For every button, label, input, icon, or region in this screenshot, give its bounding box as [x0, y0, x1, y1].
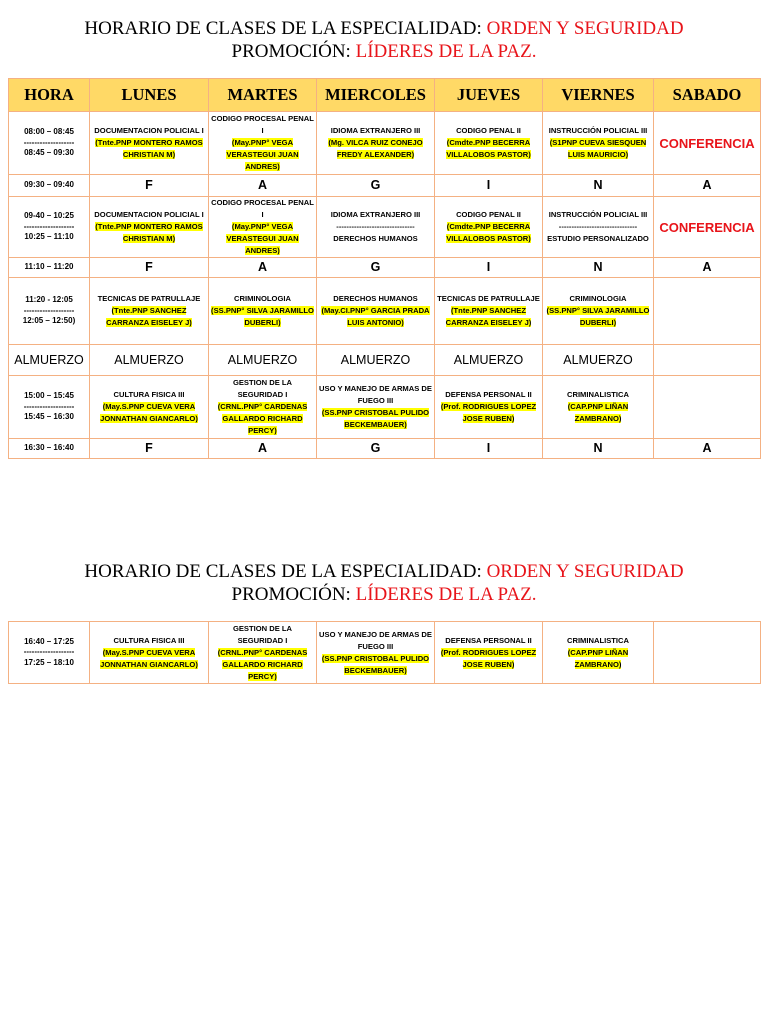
lunch-cell: ALMUERZO — [209, 345, 317, 376]
empty-cell — [654, 278, 761, 345]
class-cell: CODIGO PENAL II (Cmdte.PNP BECERRA VILLALOBOS PASTOR) — [435, 197, 543, 258]
teacher-name: (CAP.PNP LIÑAN ZAMBRANO) — [567, 647, 629, 669]
time-cell: 16:30 – 16:40 — [9, 439, 90, 459]
promotion-name: LÍDERES DE LA PAZ. — [355, 41, 537, 62]
lunch-cell: ALMUERZO — [90, 345, 209, 376]
break-letter: I — [435, 439, 543, 459]
specialty-name: ORDEN Y SEGURIDAD — [486, 18, 684, 39]
class-cell: USO Y MANEJO DE ARMAS DE FUEGO III (SS.PNP CRISTOBAL PULIDO BECKEMBAUER) — [317, 376, 435, 439]
col-sabado: SABADO — [654, 79, 761, 112]
time-cell: 16:40 – 17:25 ------------------- 17:25 – 18:10 — [9, 622, 90, 684]
break-letter: G — [317, 439, 435, 459]
title-line-2: PROMOCIÓN: LÍDERES DE LA PAZ. — [231, 584, 537, 605]
teacher-name: (Tnte.PNP SANCHEZ CARRANZA EISELEY J) — [445, 306, 532, 327]
break-letter: G — [317, 258, 435, 278]
class-cell: INSTRUCCIÓN POLICIAL III (S1PNP CUEVA SIESQUEN LUIS MAURICIO) — [543, 112, 654, 175]
col-lunes: LUNES — [90, 79, 209, 112]
class-cell: CODIGO PENAL II (Cmdte.PNP BECERRA VILLALOBOS PASTOR) — [435, 112, 543, 175]
col-viernes: VIERNES — [543, 79, 654, 112]
teacher-name: (Mg. VILCA RUIZ CONEJO FREDY ALEXANDER) — [328, 138, 423, 159]
time-cell: 11:10 – 11:20 — [9, 258, 90, 278]
teacher-name: (Tnte.PNP MONTERO RAMOS CHRISTIAN M) — [95, 222, 203, 243]
break-letter: A — [209, 439, 317, 459]
break-letter: A — [654, 175, 761, 197]
empty-cell — [654, 622, 761, 684]
title-line-1: HORARIO DE CLASES DE LA ESPECIALIDAD: ORDEN Y SEGURIDAD — [84, 561, 684, 582]
break-letter: I — [435, 175, 543, 197]
class-cell: IDIOMA EXTRANJERO III (Mg. VILCA RUIZ CONEJO FREDY ALEXANDER) — [317, 112, 435, 175]
conference-cell: CONFERENCIA — [654, 197, 761, 258]
class-cell: GESTION DE LA SEGURIDAD I (CRNL.PNP° CARDENAS GALLARDO RICHARD PERCY) — [209, 376, 317, 439]
schedule-table-2 — [8, 621, 761, 684]
teacher-name: (May.PNP° VEGA VERASTEGUI JUAN ANDRES) — [226, 138, 299, 171]
table-row — [9, 112, 761, 175]
class-cell: TECNICAS DE PATRULLAJE (Tnte.PNP SANCHEZ CARRANZA EISELEY J) — [435, 278, 543, 345]
teacher-name: (May.PNP° VEGA VERASTEGUI JUAN ANDRES) — [226, 222, 299, 255]
break-letter: A — [654, 258, 761, 278]
time-cell: 08:00 – 08:45 ------------------- 08:45 – 09:30 — [9, 112, 90, 175]
lunch-cell: ALMUERZO — [317, 345, 435, 376]
conference-cell: CONFERENCIA — [654, 112, 761, 175]
break-letter: F — [90, 439, 209, 459]
class-cell: CULTURA FISICA III (May.S.PNP CUEVA VERA JONNATHAN GIANCARLO) — [90, 376, 209, 439]
teacher-name: (Tnte.PNP MONTERO RAMOS CHRISTIAN M) — [95, 138, 203, 159]
class-cell: CULTURA FISICA III (May.S.PNP CUEVA VERA JONNATHAN GIANCARLO) — [90, 622, 209, 684]
class-cell: INSTRUCCIÓN POLICIAL III ------------------------------- ESTUDIO PERSONALIZADO — [543, 197, 654, 258]
break-letter: G — [317, 175, 435, 197]
col-jueves: JUEVES — [435, 79, 543, 112]
schedule-title-1 — [0, 17, 768, 63]
break-letter: N — [543, 175, 654, 197]
title-line-1: HORARIO DE CLASES DE LA ESPECIALIDAD: ORDEN Y SEGURIDAD — [84, 18, 684, 39]
teacher-name: (CRNL.PNP° CARDENAS GALLARDO RICHARD PERCY) — [217, 402, 308, 435]
teacher-name: (SS.PNP CRISTOBAL PULIDO BECKEMBAUER) — [321, 653, 430, 675]
class-cell: IDIOMA EXTRANJERO III ------------------------------- DERECHOS HUMANOS — [317, 197, 435, 258]
table-row — [9, 376, 761, 439]
teacher-name: (May.S.PNP CUEVA VERA JONNATHAN GIANCARLO) — [100, 402, 198, 423]
teacher-name: (Prof. RODRIGUES LOPEZ JOSE RUBEN) — [440, 647, 537, 669]
teacher-name: (CAP.PNP LIÑAN ZAMBRANO) — [567, 402, 629, 423]
time-cell: 09:30 – 09:40 — [9, 175, 90, 197]
teacher-name: (SS.PNP CRISTOBAL PULIDO BECKEMBAUER) — [321, 408, 430, 429]
teacher-name: (SS.PNP° SILVA JARAMILLO DUBERLI) — [546, 306, 650, 327]
teacher-name: (CRNL.PNP° CARDENAS GALLARDO RICHARD PERCY) — [217, 647, 308, 681]
class-cell: CRIMINOLOGIA (SS.PNP° SILVA JARAMILLO DUBERLI) — [209, 278, 317, 345]
teacher-name: (Cmdte.PNP BECERRA VILLALOBOS PASTOR) — [446, 222, 531, 243]
class-cell: TECNICAS DE PATRULLAJE (Tnte.PNP SANCHEZ CARRANZA EISELEY J) — [90, 278, 209, 345]
header-row — [9, 79, 761, 112]
lunch-cell: ALMUERZO — [9, 345, 90, 376]
class-cell: GESTION DE LA SEGURIDAD I (CRNL.PNP° CARDENAS GALLARDO RICHARD PERCY) — [209, 622, 317, 684]
break-letter: F — [90, 258, 209, 278]
table-row — [9, 258, 761, 278]
lunch-cell: ALMUERZO — [435, 345, 543, 376]
break-letter: A — [209, 258, 317, 278]
teacher-name: (May.S.PNP CUEVA VERA JONNATHAN GIANCARLO) — [100, 647, 198, 669]
schedule-title-2 — [0, 560, 768, 606]
break-letter: N — [543, 439, 654, 459]
col-miercoles: MIERCOLES — [317, 79, 435, 112]
class-cell: CRIMINOLOGIA (SS.PNP° SILVA JARAMILLO DUBERLI) — [543, 278, 654, 345]
break-letter: F — [90, 175, 209, 197]
class-cell: CODIGO PROCESAL PENAL I (May.PNP° VEGA VERASTEGUI JUAN ANDRES) — [209, 197, 317, 258]
promotion-name: LÍDERES DE LA PAZ. — [355, 584, 537, 605]
table-row — [9, 439, 761, 459]
teacher-name: (Cmdte.PNP BECERRA VILLALOBOS PASTOR) — [446, 138, 531, 159]
lunch-cell: ALMUERZO — [543, 345, 654, 376]
class-cell: CRIMINALISTICA (CAP.PNP LIÑAN ZAMBRANO) — [543, 622, 654, 684]
time-cell: 09-40 – 10:25 ------------------- 10:25 – 11:10 — [9, 197, 90, 258]
table-row — [9, 278, 761, 345]
title-line-2: PROMOCIÓN: LÍDERES DE LA PAZ. — [231, 41, 537, 62]
break-letter: N — [543, 258, 654, 278]
schedule-table-1 — [8, 78, 761, 459]
time-cell: 11:20 - 12:05 ------------------- 12:05 – 12:50) — [9, 278, 90, 345]
table-row — [9, 622, 761, 684]
teacher-name: (May.CI.PNP° GARCIA PRADA LUIS ANTONIO) — [321, 306, 430, 327]
teacher-name: (Tnte.PNP SANCHEZ CARRANZA EISELEY J) — [106, 306, 192, 327]
teacher-name: (S1PNP CUEVA SIESQUEN LUIS MAURICIO) — [549, 138, 647, 159]
class-cell: CODIGO PROCESAL PENAL I (May.PNP° VEGA VERASTEGUI JUAN ANDRES) — [209, 112, 317, 175]
break-letter: A — [209, 175, 317, 197]
empty-cell — [654, 345, 761, 376]
lunch-row — [9, 345, 761, 376]
class-cell: DERECHOS HUMANOS (May.CI.PNP° GARCIA PRADA LUIS ANTONIO) — [317, 278, 435, 345]
break-letter: I — [435, 258, 543, 278]
col-martes: MARTES — [209, 79, 317, 112]
teacher-name: (Prof. RODRIGUES LOPEZ JOSE RUBEN) — [440, 402, 537, 423]
col-hora: HORA — [9, 79, 90, 112]
time-cell: 15:00 – 15:45 ------------------- 15:45 – 16:30 — [9, 376, 90, 439]
specialty-name: ORDEN Y SEGURIDAD — [486, 561, 684, 582]
class-cell: DEFENSA PERSONAL II (Prof. RODRIGUES LOPEZ JOSE RUBEN) — [435, 376, 543, 439]
table-row — [9, 175, 761, 197]
class-cell: USO Y MANEJO DE ARMAS DE FUEGO III (SS.PNP CRISTOBAL PULIDO BECKEMBAUER) — [317, 622, 435, 684]
class-cell: CRIMINALISTICA (CAP.PNP LIÑAN ZAMBRANO) — [543, 376, 654, 439]
class-cell: DOCUMENTACION POLICIAL I (Tnte.PNP MONTERO RAMOS CHRISTIAN M) — [90, 197, 209, 258]
class-cell: DOCUMENTACION POLICIAL I (Tnte.PNP MONTERO RAMOS CHRISTIAN M) — [90, 112, 209, 175]
class-cell: DEFENSA PERSONAL II (Prof. RODRIGUES LOPEZ JOSE RUBEN) — [435, 622, 543, 684]
break-letter: A — [654, 439, 761, 459]
teacher-name: (SS.PNP° SILVA JARAMILLO DUBERLI) — [211, 306, 314, 327]
table-row — [9, 197, 761, 258]
empty-cell — [654, 376, 761, 439]
